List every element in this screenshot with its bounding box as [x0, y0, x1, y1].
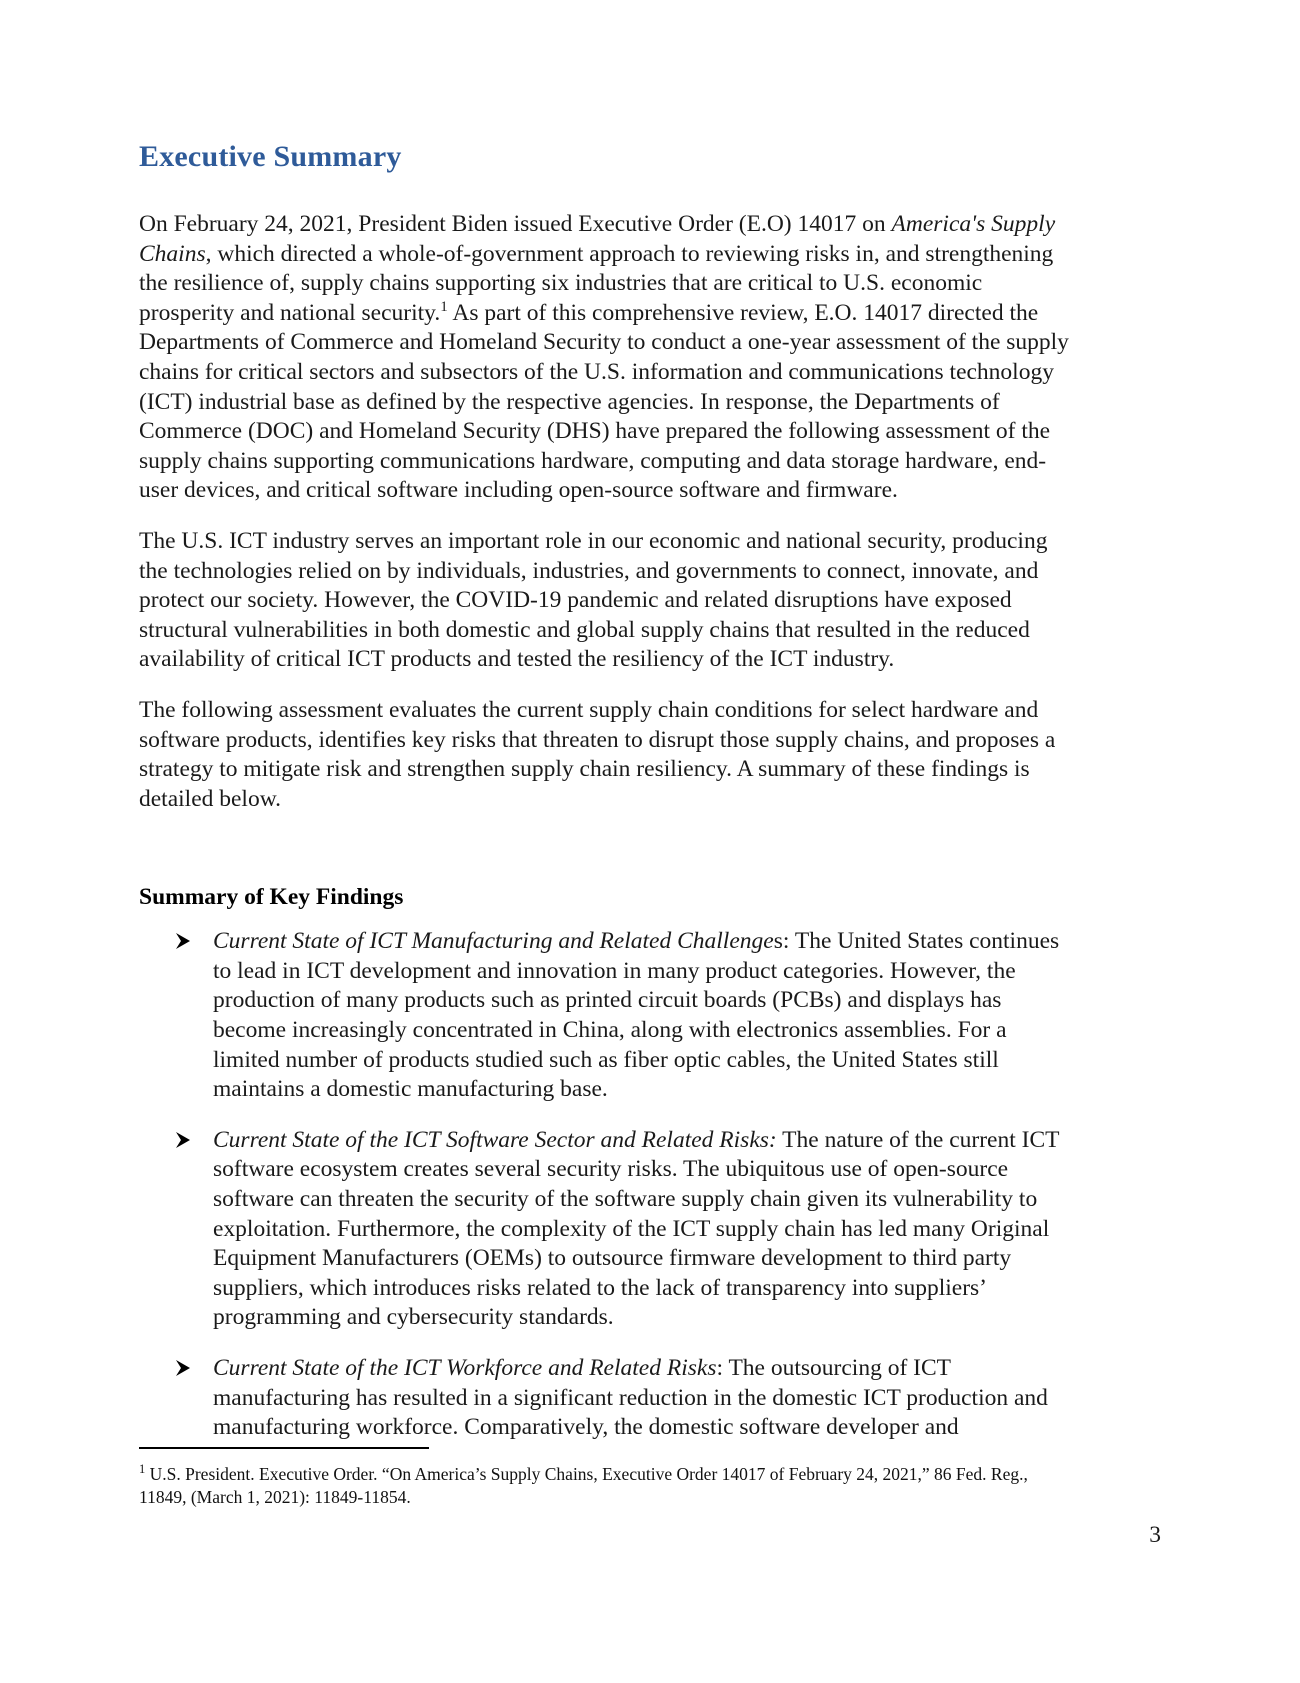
- finding-1-body: : The United States continues to lead in ICT development and innovation in many product categories. However, the production of many products such as printed circuit boards (PCBs) and displays has become increasingly concentrated in China, along with electronics assemblies. For a limited number of products studied such as fiber optic cables, the United States still maintains a domestic manufacturing base.: [213, 928, 1060, 1103]
- finding-3-lead-italic: Current State of the ICT Workforce and Related Risks: [213, 1355, 717, 1381]
- paragraph-2-text: The U.S. ICT industry serves an important role in our economic and national security, producing the technologies relied on by individuals, industries, and governments to connect, innovate, and protect our society. However, the COVID-19 pandemic and related disruptions have exposed structural vulnerabilities in both domestic and global supply chains that resulted in the reduced availability of critical ICT products and tested the resiliency of the ICT industry.: [139, 527, 1048, 673]
- paragraph-1-text-c: As part of this comprehensive review, E.O. 14017 directed the Departments of Commerce and Homeland Security to conduct a one-year assessment of the supply chains for critical sectors and subsectors of the U.S. information and communications technology (ICT) industrial base as defined by the respective agencies. In response, the Departments of Commerce (DOC) and Homeland Security (DHS) have prepared the following assessment of the supply chains supporting communications hardware, computing and data storage hardware, end-user devices, and critical software including open-source software and firmware.: [139, 299, 1069, 504]
- arrow-right-bullet-icon: [173, 1356, 195, 1380]
- paragraph-intro: [139, 210, 1073, 506]
- page-title: Executive Summary: [139, 140, 402, 173]
- finding-1-lead-tail: s: [773, 928, 783, 955]
- paragraph-1-italic-title: America's Supply Chains: [139, 211, 1056, 267]
- arrow-right-bullet-icon: [173, 929, 195, 953]
- paragraph-1-text-a: On February 24, 2021, President Biden issued Executive Order (E.O) 14017 on: [139, 211, 892, 237]
- page-content: [139, 0, 1073, 1443]
- footnote-marker: 1: [139, 1462, 146, 1477]
- paragraph-1-text-b: , which directed a whole-of-government approach to reviewing risks in, and strengthening the resilience of, supply chains supporting six industries that are critical to U.S. economic prosperity and national security.: [139, 240, 1054, 326]
- finding-2-body: The nature of the current ICT software ecosystem creates several security risks. The ubiquitous use of open-source software can threaten the security of the software supply chain given its vulnerability to exploitation. Furthermore, the complexity of the ICT supply chain has led many Original Equipment Manufacturers (OEMs) to outsource firmware development to third party suppliers, which introduces risks related to the lack of transparency into suppliers’ programming and cybersecurity standards.: [213, 1126, 1060, 1331]
- finding-2-lead-italic: Current State of the ICT Software Sector and Related Risks:: [213, 1126, 777, 1153]
- list-item: [139, 1126, 1073, 1333]
- footnote-entry-1: [139, 1463, 1073, 1508]
- section-heading-key-findings: Summary of Key Findings: [139, 884, 404, 911]
- paragraph-3-text: The following assessment evaluates the current supply chain conditions for select hardware and software products, identifies key risks that threaten to disrupt those supply chains, and proposes a strategy to mitigate risk and strengthen supply chain resiliency. A summary of these findings is detailed below.: [139, 696, 1056, 812]
- list-item: [139, 927, 1073, 1105]
- paragraph-assessment-scope: [139, 696, 1073, 814]
- footnote-reference-1[interactable]: 1: [440, 298, 448, 315]
- page-number: 3: [1149, 1522, 1161, 1548]
- footnote-area: [139, 1447, 1073, 1508]
- finding-1-lead-italic: Current State of ICT Manufacturing and Related Challenge: [213, 928, 774, 955]
- footnote-text: U.S. President. Executive Order. “On America’s Supply Chains, Executive Order 14017 of February 24, 2021,” 86 Fed. Reg., 11849, (March 1, 2021): 11849-11854.: [139, 1464, 1028, 1507]
- arrow-right-bullet-icon: [173, 1128, 195, 1152]
- footnote-separator-rule: [139, 1447, 429, 1449]
- finding-3-body: : The outsourcing of ICT manufacturing has resulted in a significant reduction in the domestic ICT production and manufacturing workforce. Comparatively, the domestic software developer and: [213, 1355, 1048, 1441]
- key-findings-list: [139, 927, 1073, 1443]
- paragraph-industry-role: [139, 527, 1073, 675]
- list-item: [139, 1354, 1073, 1443]
